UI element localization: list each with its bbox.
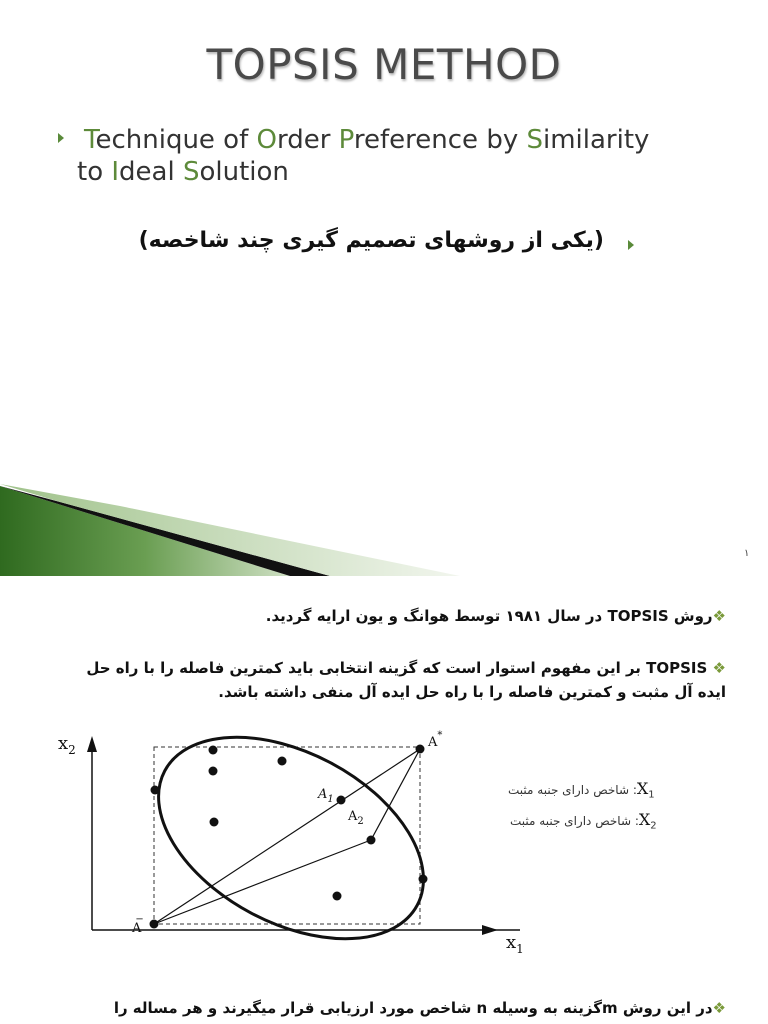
diamond-bullet-icon: ❖: [712, 607, 726, 625]
definition-line-2: [58, 156, 738, 188]
legend-x1: $X_1$: شاخص دارای جنبه مثبت: [508, 779, 655, 801]
diamond-bullet-icon: ❖: [712, 999, 726, 1017]
persian-bullet-text: (یکی از روشهای تصمیم گیری چند شاخصه): [138, 228, 604, 253]
slide-number: ۱: [744, 548, 750, 559]
paragraph-history: ❖روش TOPSIS در سال ۱۹۸۱ توسط هوانگ و یون ارایه گردید.: [265, 607, 726, 625]
label-a2: $A_2$: [348, 809, 364, 827]
label-a-minus: A−: [132, 914, 144, 936]
slide-title: TOPSIS METHOD: [206, 40, 562, 89]
definition-segment: S: [182, 157, 200, 187]
definition-segment: rder: [276, 125, 339, 155]
topsis-diagram: [40, 722, 524, 972]
label-a1: $A_1$: [318, 787, 334, 805]
x-axis-label: $x_1$: [506, 932, 524, 956]
bullet-arrow-icon: [628, 240, 634, 250]
definition-segment: deal: [119, 157, 183, 187]
definition-segment: echnique of: [95, 125, 257, 155]
legend-x2: $X_2$: شاخص دارای جنبه مثبت: [510, 810, 657, 832]
paragraph-concept: ❖ TOPSIS بر این مفهوم استوار است که گزینه انتخابی باید کمترین فاصله را با راه حل ایده آل مثبت و کمترین فاصله را با راه حل ایده آل منفی داشته باشد.: [86, 659, 726, 701]
slide-2: [0, 576, 768, 1024]
alternatives-ellipse: [125, 696, 457, 980]
diamond-bullet-icon: ❖: [707, 659, 726, 677]
paragraph-method: ❖در این روش mگزینه به وسیله n شاخص مورد ارزیابی قرار میگیرند و هر مساله را: [113, 999, 726, 1017]
definition-segment: to: [77, 157, 112, 187]
y-axis-label: $x_2$: [58, 733, 76, 757]
y-axis-arrow-icon: [87, 736, 97, 752]
definition-segment: P: [338, 125, 354, 155]
bullet-arrow-icon: [58, 133, 64, 143]
decorative-swoosh: [0, 480, 768, 576]
definition-segment: I: [111, 157, 120, 187]
definition-segment: T: [84, 125, 96, 155]
definition-line-1: [84, 125, 649, 155]
definition-segment: O: [256, 125, 277, 155]
definition-segment: imilarity: [543, 125, 650, 155]
x-axis-arrow-icon: [482, 925, 498, 935]
definition-segment: S: [526, 125, 543, 155]
definition-bullet: [58, 124, 738, 188]
definition-segment: olution: [199, 157, 289, 187]
label-a-star: A*: [428, 730, 443, 750]
persian-bullet: [139, 228, 604, 253]
line-a-minus-a-star: [154, 749, 420, 924]
definition-segment: reference by: [353, 125, 527, 155]
